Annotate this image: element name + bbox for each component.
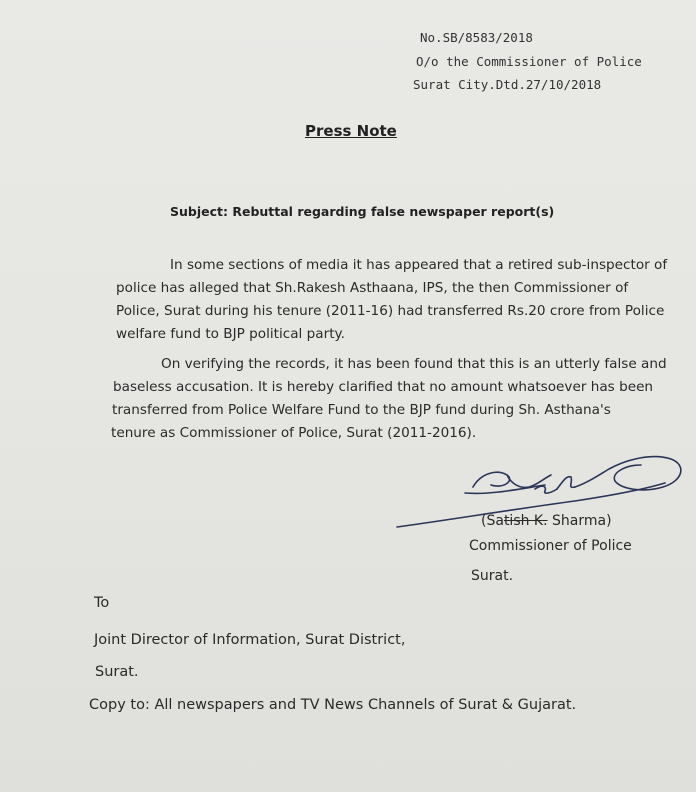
place-date: Surat City.Dtd.27/10/2018 xyxy=(413,77,602,92)
paragraph-line: In some sections of media it has appeared that a retired sub-inspector of xyxy=(170,257,668,273)
to-label: To xyxy=(94,595,110,611)
paragraph-line: baseless accusation. It is hereby clarified that no amount whatsoever has been xyxy=(113,379,654,395)
page-title: Press Note xyxy=(305,122,397,140)
reference-number: No.SB/8583/2018 xyxy=(420,30,533,45)
copy-to-line: Copy to: All newspapers and TV News Channels of Surat & Gujarat. xyxy=(89,697,577,713)
signatory-name: (Satish K. Sharma) xyxy=(481,513,612,529)
office-name: O/o the Commissioner of Police xyxy=(416,54,642,69)
paragraph-line: Police, Surat during his tenure (2011-16) had transferred Rs.20 crore from Police xyxy=(116,303,665,319)
recipient-line-2: Surat. xyxy=(95,664,139,680)
paragraph-line: On verifying the records, it has been found that this is an utterly false and xyxy=(161,356,667,372)
paragraph-line: transferred from Police Welfare Fund to the BJP fund during Sh. Asthana's xyxy=(112,402,611,418)
paragraph-line: welfare fund to BJP political party. xyxy=(116,326,345,342)
recipient-line-1: Joint Director of Information, Surat District, xyxy=(94,632,406,648)
paragraph-line: police has alleged that Sh.Rakesh Asthaana, IPS, the then Commissioner of xyxy=(116,280,629,296)
signatory-designation: Commissioner of Police xyxy=(469,538,632,554)
paragraph-line: tenure as Commissioner of Police, Surat (2011-2016). xyxy=(111,425,477,441)
signatory-city: Surat. xyxy=(471,568,514,584)
subject-line: Subject: Rebuttal regarding false newspaper report(s) xyxy=(170,204,555,219)
